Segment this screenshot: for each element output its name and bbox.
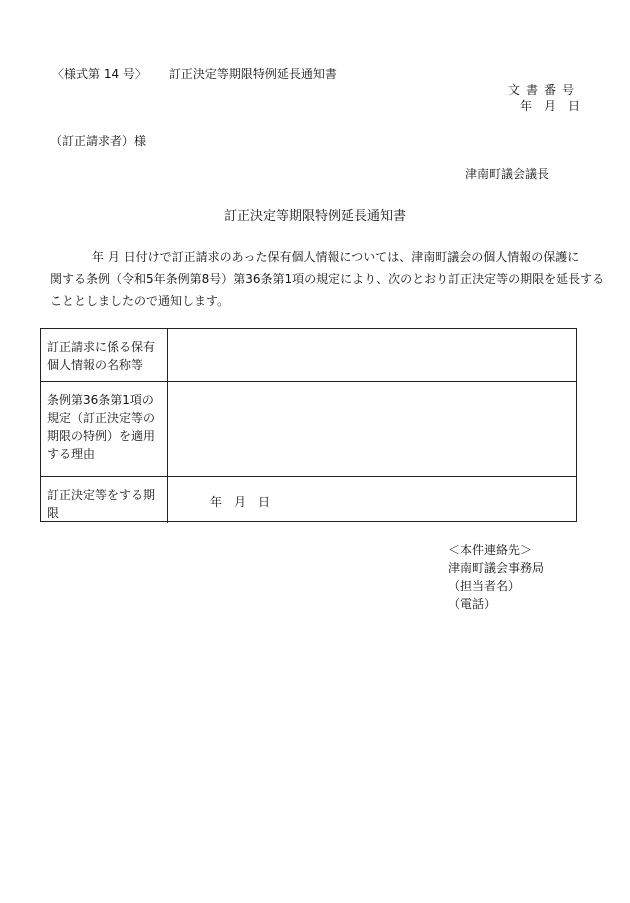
table-row bbox=[41, 382, 576, 477]
info-table bbox=[40, 328, 577, 522]
document-number: 文書番号 bbox=[507, 83, 580, 97]
sender: 津南町議会議長 bbox=[465, 167, 550, 181]
form-number: 〈様式第 14 号〉 bbox=[52, 67, 147, 81]
document-title: 訂正決定等期限特例延長通知書 bbox=[223, 209, 406, 224]
issue-date: 年 月 日 bbox=[519, 99, 580, 113]
body-line-1: 年 月 日付けで訂正請求のあった保有個人情報については、津南町議会の個人情報の保護に bbox=[92, 250, 580, 264]
form-header-title: 訂正決定等期限特例延長通知書 bbox=[168, 67, 337, 81]
form-header bbox=[52, 65, 337, 82]
contact-person: （担当者名） bbox=[448, 579, 521, 593]
table-row-value[interactable] bbox=[168, 382, 576, 476]
body-text bbox=[50, 246, 605, 312]
contact-office: 津南町議会事務局 bbox=[448, 561, 545, 575]
table-row-label: 訂正請求に係る保有個人情報の名称等 bbox=[41, 329, 168, 381]
table-row bbox=[41, 477, 576, 523]
table-row-value[interactable] bbox=[168, 477, 576, 523]
addressee: （訂正請求者）様 bbox=[50, 134, 147, 148]
table-row bbox=[41, 329, 576, 382]
table-row-label: 訂正決定等をする期限 bbox=[41, 477, 168, 523]
table-row-label: 条例第36条第1項の規定（訂正決定等の期限の特例）を適用する理由 bbox=[41, 382, 168, 476]
contact-phone: （電話） bbox=[448, 597, 497, 611]
body-line-3: こととしましたので通知します。 bbox=[50, 294, 230, 308]
contact-block bbox=[448, 541, 544, 613]
deadline-date: 年 月 日 bbox=[210, 495, 271, 509]
table-row-value[interactable] bbox=[168, 329, 576, 381]
body-line-2: 関する条例（令和5年条例第8号）第36条第1項の規定により、次のとおり訂正決定等の期限を延長する bbox=[50, 272, 605, 286]
contact-heading: ＜本件連絡先＞ bbox=[448, 543, 533, 557]
